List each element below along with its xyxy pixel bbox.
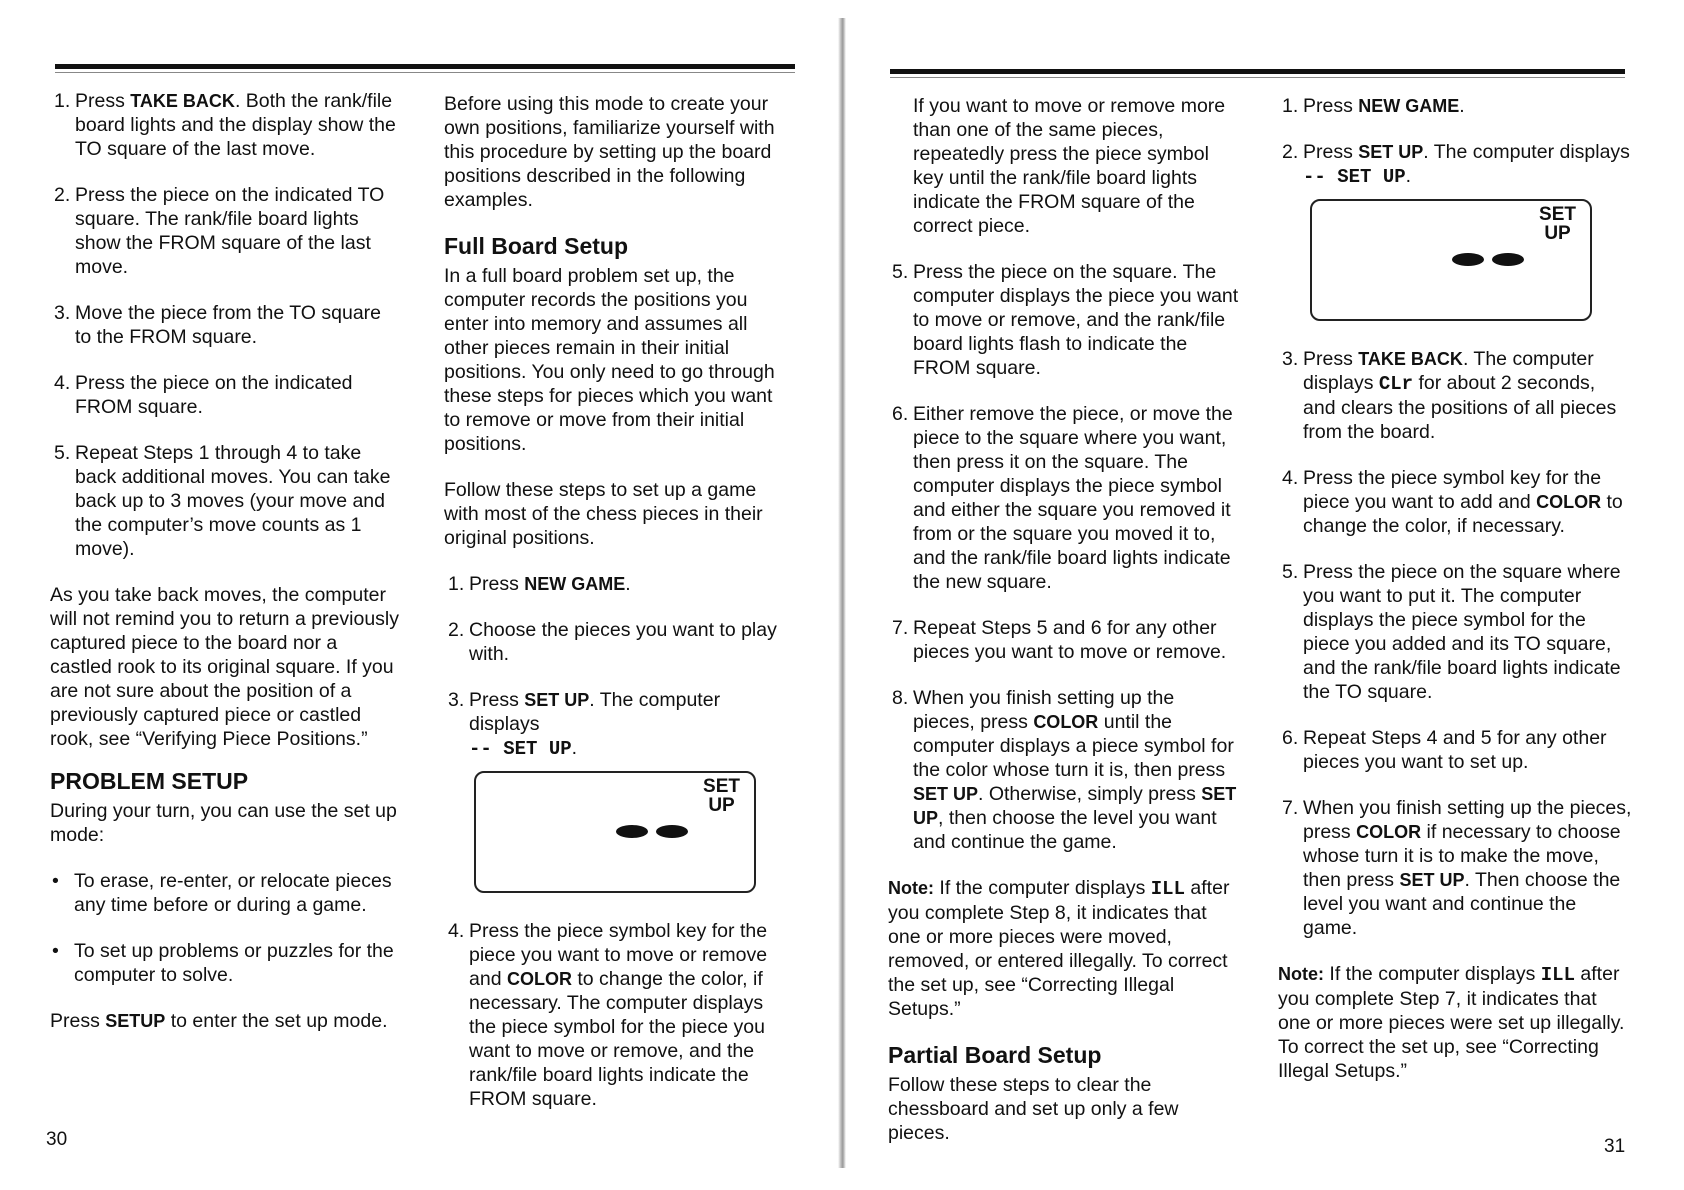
- key-label: COLOR: [1033, 712, 1099, 732]
- list-item: 3. Press SET UP. The computer displays -- SET UP.: [448, 689, 721, 760]
- display-readout: -- SET UP: [1303, 166, 1406, 188]
- left-page-top-rule: [55, 64, 795, 69]
- step-number: 2.: [1282, 141, 1299, 163]
- key-label: NEW GAME: [524, 574, 626, 594]
- lcd-setup-label: SET UP: [703, 776, 740, 816]
- press-setup-instruction: Press SETUP to enter the set up mode.: [50, 1010, 388, 1032]
- display-readout: ILL: [1150, 878, 1185, 900]
- lcd-dash-segments: [1452, 253, 1524, 266]
- step-number: 4.: [448, 920, 465, 942]
- illegal-setup-note: Note: If the computer displays ILL after you complete Step 8, it indicates that one or more pieces were moved, removed, or entered illegally. To correct the set up, see “Correcting Illegal Setups.”: [888, 877, 1230, 1020]
- key-label: NEW GAME: [1358, 96, 1460, 116]
- key-label: SETUP: [105, 1011, 166, 1031]
- key-label: SET UP: [1399, 870, 1465, 890]
- step-number: 6.: [892, 403, 909, 425]
- list-item: • To set up problems or puzzles for the computer to solve.: [50, 939, 400, 987]
- partial-board-steps: [1278, 94, 1633, 189]
- list-item: 4. Press the piece symbol key for the piece you want to move or remove and COLOR to change the color, if necessary. The computer displays the piece symbol for the piece you want to move or remove, and the rank/file board lights indicate the FROM square.: [448, 920, 768, 1110]
- step-number: 5.: [54, 442, 71, 464]
- page-gutter: [838, 18, 846, 1168]
- dash-segment: [1452, 253, 1484, 266]
- problem-setup-intro: During your turn, you can use the set up mode:: [50, 800, 397, 846]
- list-item: 4. Press the piece symbol key for the piece you want to add and COLOR to change the color, if necessary.: [1282, 467, 1623, 537]
- dash-segment: [1492, 253, 1524, 266]
- right-page-top-rule: [890, 69, 1625, 74]
- page-number-right: 31: [1604, 1136, 1626, 1157]
- key-label: COLOR: [506, 969, 572, 989]
- list-item: 7. Repeat Steps 5 and 6 for any other pieces you want to move or remove.: [892, 617, 1227, 663]
- list-item: 8. When you finish setting up the pieces, press COLOR until the computer displays a piece symbol for the color whose turn it is, then press SET UP. Otherwise, simply press SET UP, then choose the level you want and continue the game.: [892, 687, 1237, 853]
- lcd-setup-label: SET UP: [1539, 204, 1576, 244]
- step-number: 8.: [892, 687, 909, 709]
- section-heading-full-board-setup: Full Board Setup: [444, 233, 628, 259]
- display-readout: -- SET UP: [469, 738, 572, 760]
- list-item: 2. Choose the pieces you want to play with.: [448, 619, 777, 665]
- page-number-left: 30: [46, 1129, 68, 1150]
- takeback-steps: [50, 89, 400, 561]
- step-number: 3.: [448, 689, 465, 711]
- key-label: SET UP: [913, 784, 1237, 828]
- lcd-dash-segments: [616, 825, 688, 838]
- step-number: 3.: [54, 302, 71, 324]
- step-number: 3.: [1282, 348, 1299, 370]
- mode-intro: Before using this mode to create your own positions, familiarize yourself with this procedure by setting up the board positions described in the following examples.: [444, 93, 775, 211]
- step-number: 6.: [1282, 727, 1299, 749]
- full-board-steps: [444, 572, 794, 761]
- list-item: 1. Press TAKE BACK. Both the rank/file board lights and the display show the TO square of the last move.: [54, 90, 396, 160]
- key-label: COLOR: [1536, 492, 1602, 512]
- section-heading-problem-setup: PROBLEM SETUP: [50, 768, 249, 794]
- note-label: Note:: [1278, 964, 1324, 984]
- dash-segment: [656, 825, 688, 838]
- lcd-display-illustration: [474, 771, 756, 893]
- list-item: 5. Repeat Steps 1 through 4 to take back additional moves. You can take back up to 3 moves (your move and the computer’s move counts as 1 move).: [54, 442, 391, 560]
- list-item: 6. Either remove the piece, or move the piece to the square where you want, then press it on the square. The computer displays the piece symbol and either the square you removed it from or the square you moved it to, and the rank/file board lights indicate the new square.: [892, 403, 1233, 593]
- takeback-note: As you take back moves, the computer will not remind you to return a previously captured piece to the board nor a castled rook to its original square. If you are not sure about the position of a previously captured piece or castled rook, see “Verifying Piece Positions.”: [50, 584, 399, 750]
- list-item: 3. Move the piece from the TO square to the FROM square.: [54, 302, 382, 348]
- full-board-steps-right: [888, 260, 1240, 854]
- list-item: 3. Press TAKE BACK. The computer displays CLr for about 2 seconds, and clears the positions of all pieces from the board.: [1282, 348, 1617, 443]
- key-label: TAKE BACK: [130, 91, 235, 111]
- full-board-description: In a full board problem set up, the computer records the positions you enter into memory and assumes all other pieces remain in their initial positions. You only need to go through these steps for pieces which you want to remove or move from their initial positions.: [444, 265, 775, 455]
- full-board-steps-intro: Follow these steps to set up a game with most of the chess pieces in their original positions.: [444, 479, 763, 549]
- key-label: COLOR: [1356, 822, 1422, 842]
- lcd-display-illustration: [1310, 199, 1592, 321]
- note-label: Note:: [888, 878, 934, 898]
- key-label: SET UP: [913, 784, 979, 804]
- full-board-steps-continued: [444, 919, 794, 1111]
- display-readout: ILL: [1540, 964, 1575, 986]
- key-label: TAKE BACK: [1358, 349, 1463, 369]
- step-number: 2.: [54, 184, 71, 206]
- key-label: SET UP: [524, 690, 590, 710]
- key-label: SET UP: [1358, 142, 1424, 162]
- list-item: 2. Press the piece on the indicated TO square. The rank/file board lights show the FROM square of the last move.: [54, 184, 385, 278]
- step-number: 1.: [1282, 95, 1299, 117]
- repeat-piece-note: If you want to move or remove more than one of the same pieces, repeatedly press the piece symbol key until the rank/file board lights indicate the FROM square of the correct piece.: [913, 95, 1226, 237]
- step-number: 4.: [54, 372, 71, 394]
- right-column-2: [1278, 94, 1633, 1083]
- partial-board-intro: Follow these steps to clear the chessboard and set up only a few pieces.: [888, 1074, 1179, 1144]
- section-heading-partial-board-setup: Partial Board Setup: [888, 1042, 1102, 1068]
- step-number: 5.: [892, 261, 909, 283]
- step-number: 1.: [54, 90, 71, 112]
- dash-segment: [616, 825, 648, 838]
- list-item: 1. Press NEW GAME.: [1282, 95, 1465, 117]
- step-number: 7.: [1282, 797, 1299, 819]
- step-number: 1.: [448, 573, 465, 595]
- left-column-1: [50, 89, 400, 1033]
- list-item: • To erase, re-enter, or relocate pieces any time before or during a game.: [50, 869, 400, 917]
- list-item: 7. When you finish setting up the pieces, press COLOR if necessary to choose whose turn it is to make the move, then press SET UP. Then choose the level you want and continue the game.: [1282, 797, 1632, 939]
- list-item: 2. Press SET UP. The computer displays -- SET UP.: [1282, 141, 1630, 188]
- list-item: 4. Press the piece on the indicated FROM square.: [54, 372, 353, 418]
- step-number: 5.: [1282, 561, 1299, 583]
- illegal-setup-note: Note: If the computer displays ILL after you complete Step 7, it indicates that one or more pieces were set up illegally. To correct the set up, see “Correcting Illegal Setups.”: [1278, 963, 1625, 1082]
- display-readout: CLr: [1378, 373, 1414, 395]
- setup-uses-list: [50, 869, 400, 987]
- list-item: 5. Press the piece on the square. The computer displays the piece you want to move or remove, and the rank/file board lights flash to indicate the FROM square.: [892, 261, 1239, 379]
- step-number: 4.: [1282, 467, 1299, 489]
- list-item: 1. Press NEW GAME.: [448, 573, 631, 595]
- list-item: 6. Repeat Steps 4 and 5 for any other pieces you want to set up.: [1282, 727, 1607, 773]
- step-number: 2.: [448, 619, 465, 641]
- left-column-2: [444, 92, 794, 1111]
- right-column-1: [888, 94, 1240, 1145]
- list-item: 5. Press the piece on the square where you want to put it. The computer displays the piece symbol for the piece you added and its TO square, and the rank/file board lights indicate the TO square.: [1282, 561, 1621, 703]
- partial-board-steps-continued: [1278, 347, 1633, 940]
- step-number: 7.: [892, 617, 909, 639]
